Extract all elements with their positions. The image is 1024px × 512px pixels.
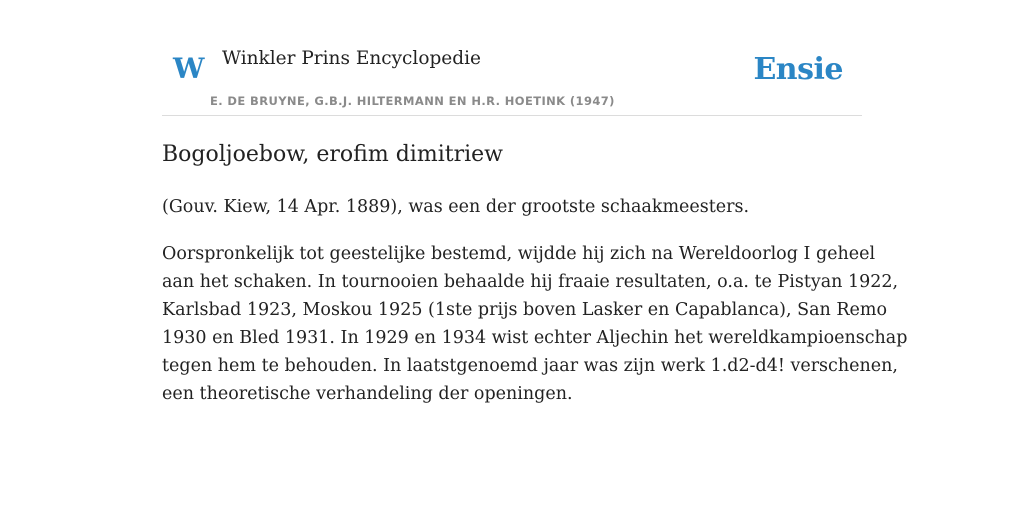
site-title[interactable]: Winkler Prins Encyclopedie bbox=[222, 48, 481, 69]
entry-card bbox=[162, 40, 908, 408]
winkler-prins-logo[interactable]: W bbox=[173, 52, 205, 85]
body-line: een theoretische verhandeling der openingen. bbox=[162, 384, 573, 404]
entry-body bbox=[162, 240, 908, 408]
entry-title: Bogoljoebow, erofim dimitriew bbox=[162, 142, 503, 167]
authors-credit: E. DE BRUYNE, G.B.J. HILTERMANN EN H.R. HOETINK (1947) bbox=[210, 94, 615, 108]
body-line: Karlsbad 1923, Moskou 1925 (1ste prijs boven Lasker en Capablanca), San Remo bbox=[162, 300, 888, 320]
body-line: 1930 en Bled 1931. In 1929 en 1934 wist echter Aljechin het wereldkampioenschap bbox=[162, 328, 908, 348]
entry-intro: (Gouv. Kiew, 14 Apr. 1889), was een der grootste schaakmeesters. bbox=[162, 197, 750, 217]
ensie-logo[interactable]: Ensie bbox=[753, 52, 843, 87]
site-header bbox=[162, 40, 862, 116]
body-line: aan het schaken. In tournooien behaalde hij fraaie resultaten, o.a. te Pistyan 1922, bbox=[162, 272, 899, 292]
body-line: Oorspronkelijk tot geestelijke bestemd, wijdde hij zich na Wereldoorlog I geheel bbox=[162, 244, 876, 264]
body-line: tegen hem te behouden. In laatstgenoemd jaar was zijn werk 1.d2-d4! verschenen, bbox=[162, 356, 898, 376]
